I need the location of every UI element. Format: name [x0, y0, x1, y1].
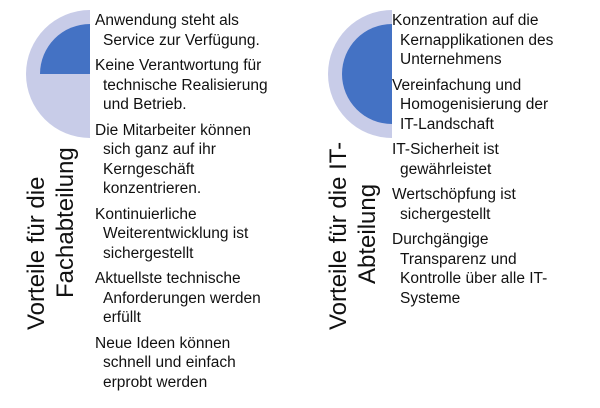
list-item — [392, 76, 597, 135]
vertical-title — [22, 90, 80, 330]
item-line: Kontinuierliche — [95, 205, 197, 223]
item-line: Weiterentwicklung ist — [103, 225, 249, 242]
item-line: Kernapplikationen des — [400, 31, 554, 49]
list-item — [95, 121, 295, 199]
item-line: Konzentration auf die — [392, 12, 539, 29]
item-line: schnell und einfach — [103, 354, 236, 371]
benefits-list — [95, 11, 295, 398]
item-line: Systeme — [400, 289, 461, 307]
list-item — [392, 230, 597, 308]
item-line: und Betrieb. — [103, 96, 187, 113]
item-line: Die Mitarbeiter können — [95, 121, 251, 139]
benefits-list — [392, 11, 597, 314]
item-line: Transparenz und — [400, 250, 517, 268]
list-item — [392, 11, 597, 70]
vertical-title — [324, 90, 382, 330]
item-line: Unternehmens — [400, 51, 502, 68]
item-line: IT-Sicherheit ist — [392, 141, 499, 158]
item-line: Anforderungen werden — [103, 289, 261, 307]
title-line-2: Fachabteilung — [52, 147, 79, 298]
list-item — [95, 11, 295, 50]
item-line: sich ganz auf ihr — [103, 141, 216, 158]
title-line-1: Vorteile für die — [23, 176, 50, 330]
item-line: konzentrieren. — [103, 180, 202, 197]
item-line: gewährleistet — [400, 160, 492, 178]
right-panel — [300, 0, 600, 408]
list-item — [95, 205, 295, 264]
title-line-2: Abteilung — [354, 183, 381, 284]
item-line: erfüllt — [103, 309, 141, 326]
item-line: Kerngeschäft — [103, 160, 195, 178]
item-line: Homogenisierung der — [400, 96, 549, 113]
item-line: sichergestellt — [400, 205, 491, 223]
item-line: Kontrolle über alle IT- — [400, 270, 548, 287]
item-line: Durchgängige — [392, 231, 489, 248]
item-line: Vereinfachung und — [392, 76, 522, 94]
list-item — [95, 56, 295, 115]
item-line: IT-Landschaft — [400, 115, 494, 133]
item-line: Aktuellste technische — [95, 270, 241, 287]
item-line: sichergestellt — [103, 244, 194, 262]
title-line-1: Vorteile für die IT- — [325, 141, 352, 330]
item-line: erprobt werden — [103, 373, 208, 391]
list-item — [95, 269, 295, 328]
list-item — [392, 185, 597, 224]
list-item — [392, 140, 597, 179]
item-line: Neue Ideen können — [95, 334, 231, 352]
item-line: Anwendung steht als — [95, 12, 239, 29]
item-line: Keine Verantwortung für — [95, 57, 262, 74]
list-item — [95, 334, 295, 393]
item-line: Wertschöpfung ist — [392, 186, 516, 203]
item-line: technische Realisierung — [103, 76, 268, 94]
item-line: Service zur Verfügung. — [103, 31, 260, 49]
